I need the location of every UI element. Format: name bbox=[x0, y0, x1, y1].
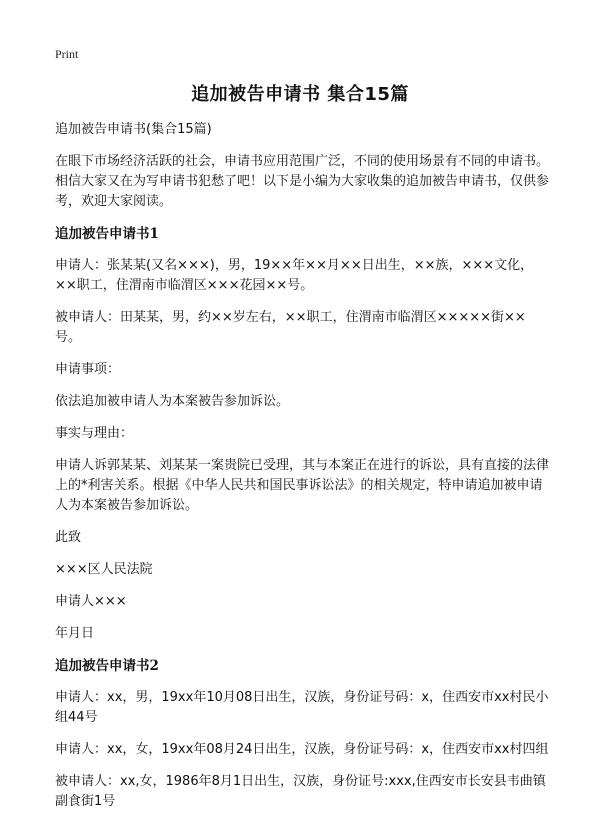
document-subtitle: 追加被告申请书(集合15篇) bbox=[55, 122, 212, 137]
print-label[interactable]: Print bbox=[55, 47, 79, 61]
page-title: 追加被告申请书 集合15篇 bbox=[191, 84, 409, 105]
section-heading-1: 追加被告申请书1 bbox=[55, 226, 159, 242]
reason-label: 事实与理由： bbox=[55, 426, 134, 441]
date-line: 年月日 bbox=[55, 626, 95, 641]
respondent-paragraph-2: 被申请人：xx,女，1986年8月1日出生，汉族，身份证号:xxx,住西安市长安县韦曲镇副食街1号 bbox=[55, 774, 546, 809]
applicant-paragraph-1: 申请人：xx，男，19xx年10月08日出生，汉族，身份证号码：x，住西安市xx村民小组44号 bbox=[55, 690, 549, 725]
signer-line: 申请人××× bbox=[55, 594, 127, 609]
document-body bbox=[55, 120, 551, 824]
court-name: ×××区人民法院 bbox=[55, 562, 153, 577]
section-heading-2: 追加被告申请书2 bbox=[55, 658, 159, 674]
applicant-paragraph: 申请人：张某某(又名×××)，男，19××年××月××日出生，××族，×××文化，××职工，住渭南市临渭区×××花园××号。 bbox=[55, 258, 534, 293]
respondent-paragraph: 被申请人：田某某，男，约××岁左右，××职工，住渭南市临渭区×××××街××号。 bbox=[55, 310, 526, 345]
matter-label: 申请事项： bbox=[55, 362, 121, 377]
applicant-paragraph-2: 申请人：xx，女，19xx年08月24日出生，汉族，身份证号码：x，住西安市xx村四组 bbox=[55, 742, 549, 757]
matter-text: 依法追加被申请人为本案被告参加诉讼。 bbox=[55, 394, 290, 409]
reason-text: 申请人诉郭某某、刘某某一案贵院已受理，其与本案正在进行的诉讼，具有直接的法律上的*利害关系。根据《中华人民共和国民事诉讼法》的相关规定，特申请追加被申请人为本案被告参加诉讼。 bbox=[55, 458, 550, 513]
intro-paragraph: 在眼下市场经济活跃的社会，申请书应用范围广泛，不同的使用场景有不同的申请书。相信大家又在为写申请书犯愁了吧！以下是小编为大家收集的追加被告申请书，仅供参考，欢迎大家阅读。 bbox=[55, 154, 550, 209]
closing-line: 此致 bbox=[55, 530, 82, 545]
